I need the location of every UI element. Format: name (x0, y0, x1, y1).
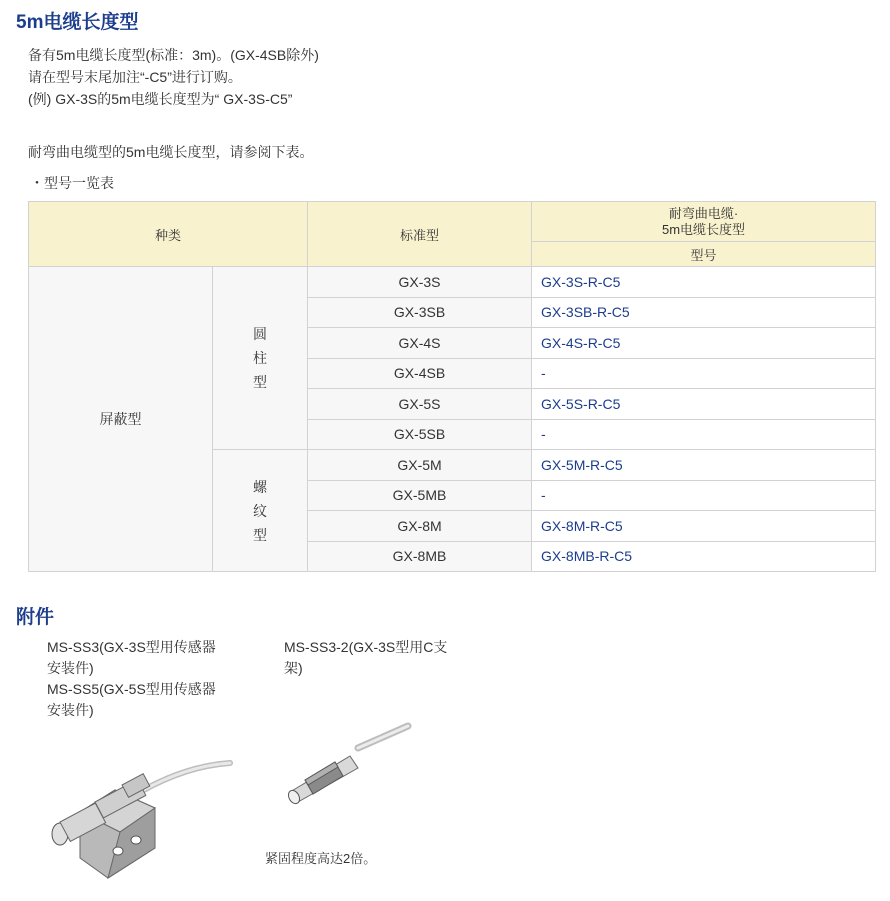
model-cell: GX-3S-R-C5 (532, 267, 876, 298)
group-shielded: 屏蔽型 (29, 267, 213, 572)
subgroup-threaded-char: 型 (253, 526, 267, 543)
standard-cell: GX-8MB (308, 541, 532, 572)
standard-cell: GX-5M (308, 450, 532, 481)
model-table (28, 201, 876, 572)
intro-line-1: 备有5m电缆长度型(标准：3m)。(GX-4SB除外) (28, 47, 319, 63)
intro-line-3: (例) GX-3S的5m电缆长度型为“ GX-3S-C5” (28, 91, 293, 107)
model-cell: GX-5M-R-C5 (532, 450, 876, 481)
section-title-5m-cable: 5m电缆长度型 (16, 12, 139, 33)
standard-cell: GX-8M (308, 511, 532, 542)
accessory-item-ms-ss5 (47, 679, 216, 721)
model-cell: GX-3SB-R-C5 (532, 297, 876, 328)
model-cell: - (532, 480, 876, 511)
header-model: 型号 (532, 242, 876, 267)
subgroup-threaded-char: 螺 (253, 478, 267, 495)
model-cell: - (532, 358, 876, 389)
tightening-note: 紧固程度高达2倍。 (265, 851, 377, 866)
standard-cell: GX-5SB (308, 419, 532, 450)
subgroup-threaded (213, 450, 308, 572)
model-list-label: ・型号一览表 (30, 175, 114, 191)
subgroup-threaded-char: 纹 (253, 502, 267, 519)
accessory-line: MS-SS3(GX-3S型用传感器 (47, 639, 216, 655)
standard-cell: GX-3SB (308, 297, 532, 328)
subgroup-cylindrical-char: 柱 (253, 350, 267, 366)
model-cell: GX-8MB-R-C5 (532, 541, 876, 572)
accessory-item-ms-ss3-2 (284, 637, 447, 679)
section-title-accessories: 附件 (16, 607, 55, 628)
header-standard: 标准型 (308, 202, 532, 267)
standard-cell: GX-4S (308, 328, 532, 359)
accessory-line: MS-SS5(GX-5S型用传感器 (47, 681, 216, 697)
subgroup-cylindrical-char: 圆 (253, 326, 267, 342)
accessory-line: 安装件) (47, 702, 94, 718)
c-bracket-illustration (280, 720, 415, 805)
model-cell: GX-8M-R-C5 (532, 511, 876, 542)
accessory-item-ms-ss3 (47, 637, 216, 679)
table-row (29, 267, 876, 298)
intro-text (28, 44, 319, 110)
model-cell: - (532, 419, 876, 450)
standard-cell: GX-5MB (308, 480, 532, 511)
header-flex-cable: 耐弯曲电缆· 5m电缆长度型 (532, 202, 876, 242)
model-cell: GX-4S-R-C5 (532, 328, 876, 359)
standard-cell: GX-5S (308, 389, 532, 420)
subgroup-cylindrical-char: 型 (253, 374, 267, 390)
accessory-line: 架) (284, 660, 303, 676)
standard-cell: GX-4SB (308, 358, 532, 389)
model-cell: GX-5S-R-C5 (532, 389, 876, 420)
accessory-line: MS-SS3-2(GX-3S型用C支 (284, 639, 448, 655)
header-kind: 种类 (29, 202, 308, 267)
subgroup-cylindrical (213, 267, 308, 450)
mounting-bracket-illustration (40, 750, 240, 885)
accessory-line: 安装件) (47, 660, 94, 676)
intro-line-2: 请在型号末尾加注“-C5”进行订购。 (28, 69, 242, 85)
flex-cable-note: 耐弯曲电缆型的5m电缆长度型，请参阅下表。 (28, 144, 314, 160)
standard-cell: GX-3S (308, 267, 532, 298)
